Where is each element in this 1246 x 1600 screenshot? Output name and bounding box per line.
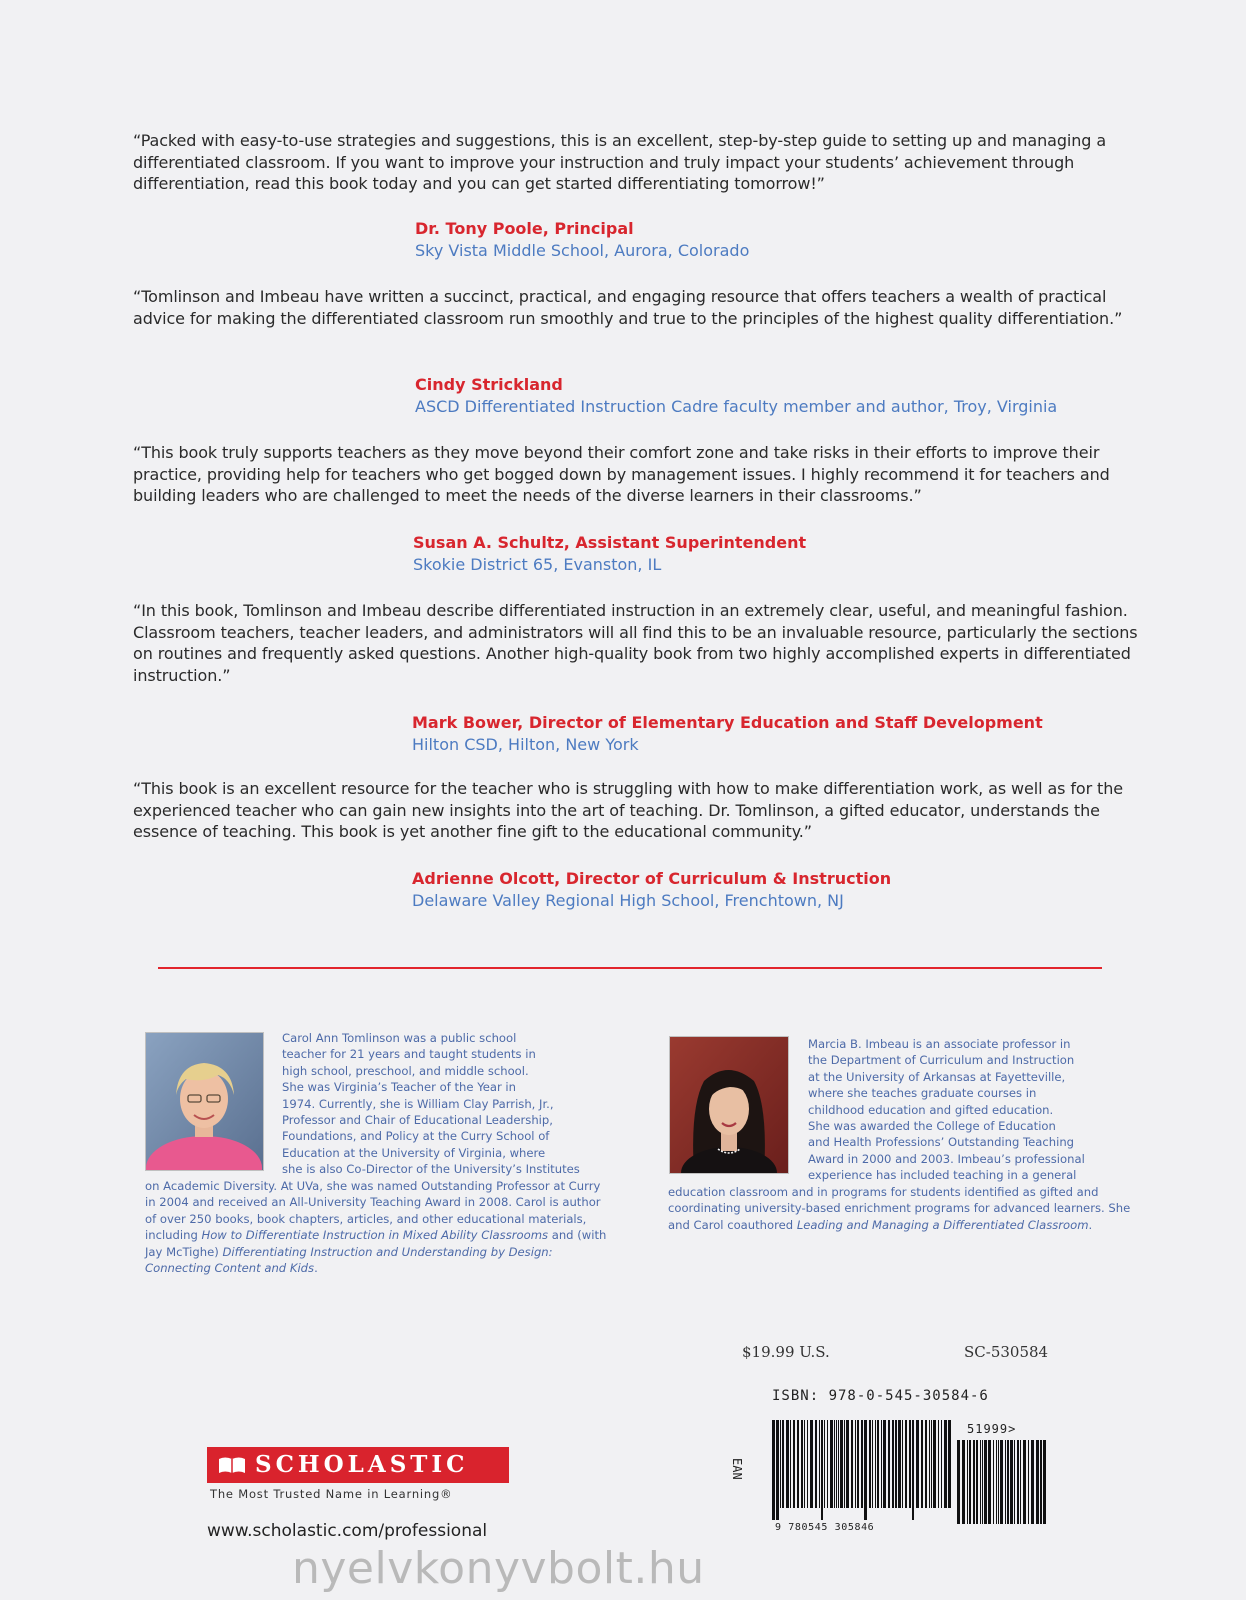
bio-text: . xyxy=(1088,1217,1093,1232)
bio-line: teacher for 21 years and taught students in xyxy=(282,1047,536,1062)
barcode-bar xyxy=(864,1420,867,1520)
barcode-bar xyxy=(944,1420,947,1508)
barcode-bar xyxy=(973,1440,975,1524)
barcode-bar xyxy=(797,1420,799,1508)
publisher-url[interactable]: www.scholastic.com/professional xyxy=(207,1521,488,1541)
barcode-bar xyxy=(881,1420,882,1508)
barcode-bar xyxy=(875,1420,876,1508)
bio-text: education classroom and in programs for students identified as gifted and coordinating university-based enrichment programs for advanced learners. She and Carol coauthored xyxy=(668,1185,1131,1232)
author-photo-imbeau xyxy=(669,1036,789,1174)
quote-text: “This book is an excellent resource for the teacher who is struggling with how to make differentiation work, as well as for the experienced teacher who can gain new insights into the art of teaching. Dr. Tomlinson, a gifted educator, understands the essence of teaching. This book is yet another fine gift to the educational community.” xyxy=(133,779,1124,841)
barcode-bar xyxy=(772,1420,775,1520)
barcode-bar xyxy=(909,1420,911,1508)
barcode-bar xyxy=(948,1420,951,1508)
author-photo-tomlinson xyxy=(145,1032,264,1171)
barcode-bar xyxy=(998,1440,999,1524)
barcode-bar xyxy=(1010,1440,1013,1524)
barcode-bar xyxy=(938,1420,939,1508)
barcode-bar xyxy=(807,1420,808,1508)
bio-line: she is also Co-Director of the University’s Institutes xyxy=(282,1162,580,1177)
book-title: How to Differentiate Instruction in Mixed Ability Classrooms xyxy=(201,1228,549,1243)
barcode-bar xyxy=(925,1420,927,1508)
quote-4 xyxy=(133,600,1143,686)
barcode-bar xyxy=(821,1420,823,1520)
barcode-bar xyxy=(929,1420,930,1508)
barcode-bar xyxy=(776,1420,779,1520)
barcode-bar xyxy=(933,1420,936,1508)
open-book-icon xyxy=(217,1455,247,1475)
barcode-bar xyxy=(834,1420,835,1508)
barcode-bar xyxy=(916,1420,919,1508)
barcode-bar xyxy=(898,1420,901,1508)
bio-line: childhood education and gifted education. xyxy=(808,1102,1054,1117)
barcode-bar xyxy=(851,1420,853,1508)
barcode-bar xyxy=(941,1420,942,1508)
quote-text: “Packed with easy-to-use strategies and suggestions, this is an excellent, step-by-step guide to setting up and managing a differentiated classroom. If you want to improve your instruction and truly impact your students’ achievement through differentiation, read this book today and you can get started differentiating tomorrow!” xyxy=(133,131,1107,193)
barcode-bar xyxy=(793,1420,795,1508)
barcode-bar xyxy=(1023,1440,1026,1524)
barcode-bar xyxy=(830,1420,833,1508)
barcode-bar xyxy=(980,1440,981,1524)
barcode-bar xyxy=(846,1420,849,1508)
attribution-affiliation: Delaware Valley Regional High School, Frenchtown, NJ xyxy=(412,891,844,910)
book-title: Differentiating Instruction and Understanding by Design: Connecting Content and Kids xyxy=(145,1244,553,1276)
bio-tomlinson-bottom xyxy=(145,1178,610,1276)
barcode-bar xyxy=(824,1420,825,1508)
barcode-bar xyxy=(888,1420,890,1508)
barcode-bar xyxy=(962,1440,965,1524)
bio-line: the Department of Curriculum and Instruction xyxy=(808,1053,1075,1068)
barcode-bar xyxy=(1000,1440,1003,1524)
bio-text: on Academic Diversity. At UVa, she was named Outstanding Professor at Curry in 2004 and received an All-University Teaching Award in 2008. Carol is author of over 250 books, book chapters, articles, and other educational materials, including xyxy=(145,1179,601,1243)
ean-label: EAN xyxy=(730,1458,744,1480)
publisher-tagline: The Most Trusted Name in Learning® xyxy=(210,1487,453,1501)
barcode-bar xyxy=(912,1420,914,1520)
barcode-bar xyxy=(988,1440,991,1524)
book-title: Leading and Managing a Differentiated Classroom xyxy=(796,1217,1089,1232)
barcode-bar xyxy=(1040,1440,1042,1524)
attribution-4 xyxy=(412,712,1043,756)
bio-line: Carol Ann Tomlinson was a public school xyxy=(282,1031,517,1045)
bio-text: and (with Jay McTighe) xyxy=(145,1228,607,1259)
attribution-3 xyxy=(413,532,806,576)
barcode-bar xyxy=(790,1420,791,1508)
barcode-bar xyxy=(872,1420,873,1508)
bio-tomlinson-top xyxy=(282,1030,622,1178)
barcode-bar xyxy=(1043,1440,1046,1524)
quote-3 xyxy=(133,442,1143,507)
barcode-bar xyxy=(844,1420,845,1508)
quote-text: “Tomlinson and Imbeau have written a succinct, practical, and engaging resource that offers teachers a wealth of practical advice for making the differentiated classroom run smoothly and true to the principles of the highest quality differentiation.” xyxy=(133,287,1123,328)
barcode-bar xyxy=(921,1420,923,1508)
barcode-bar xyxy=(1028,1440,1029,1524)
barcode-bar xyxy=(819,1420,820,1508)
attribution-affiliation: Sky Vista Middle School, Aurora, Colorado xyxy=(415,241,750,260)
attribution-name: Adrienne Olcott, Director of Curriculum & Instruction xyxy=(412,869,892,888)
isbn: ISBN: 978-0-545-30584-6 xyxy=(772,1388,989,1404)
barcode-bar xyxy=(857,1420,859,1508)
attribution-name: Susan A. Schultz, Assistant Superintendent xyxy=(413,533,807,552)
attribution-1 xyxy=(415,218,749,262)
barcode-bar xyxy=(1017,1440,1019,1524)
barcode-bar xyxy=(902,1420,903,1508)
attribution-2 xyxy=(415,374,1057,418)
barcode-addon xyxy=(955,1440,1047,1536)
bio-line: Foundations, and Policy at the Curry School of xyxy=(282,1129,550,1144)
barcode-digits: 9 780545 305846 xyxy=(775,1522,875,1533)
barcode-bar xyxy=(855,1420,856,1508)
bio-line: high school, preschool, and middle school. xyxy=(282,1063,529,1078)
barcode-bar xyxy=(840,1420,843,1508)
bio-line: Professor and Chair of Educational Leadership, xyxy=(282,1113,553,1128)
barcode-bar xyxy=(967,1440,968,1524)
barcode-bar xyxy=(892,1420,894,1508)
attribution-name: Dr. Tony Poole, Principal xyxy=(415,219,634,238)
barcode-bar xyxy=(861,1420,863,1508)
barcode-bar xyxy=(883,1420,886,1508)
barcode-bar xyxy=(838,1420,839,1508)
barcode-bar xyxy=(801,1420,803,1508)
logo-wordmark: SCHOLASTIC xyxy=(255,1451,469,1478)
barcode-bar xyxy=(1020,1440,1021,1524)
bio-line: She was Virginia’s Teacher of the Year in xyxy=(282,1080,516,1095)
product-code: SC-530584 xyxy=(964,1343,1049,1361)
watermark: nyelvkonyvbolt.hu xyxy=(292,1543,705,1594)
bio-line: where she teaches graduate courses in xyxy=(808,1086,1037,1101)
barcode-bar xyxy=(836,1420,837,1508)
quote-text: “In this book, Tomlinson and Imbeau describe differentiated instruction in an extremely clear, useful, and meaningful fashion. Classroom teachers, teacher leaders, and administrators will all find this to be an invaluable resource, particularly the sections on routines and frequently asked questions. Another high-quality book from two highly accomplished experts in differentiated instruction.” xyxy=(133,601,1138,685)
quote-5 xyxy=(133,778,1143,843)
price: $19.99 U.S. xyxy=(742,1343,830,1361)
bio-line: Education at the University of Virginia, where xyxy=(282,1145,546,1160)
barcode-addon-digits: 51999> xyxy=(967,1422,1017,1436)
barcode-bar xyxy=(804,1420,805,1508)
attribution-affiliation: Hilton CSD, Hilton, New York xyxy=(412,735,639,754)
barcode-bar xyxy=(931,1420,932,1508)
bio-line: experience has included teaching in a general xyxy=(808,1168,1077,1183)
barcode-bar xyxy=(1014,1440,1015,1524)
barcode-bar xyxy=(1031,1440,1034,1524)
barcode-bar xyxy=(976,1440,978,1524)
quote-1 xyxy=(133,130,1143,195)
barcode-bar xyxy=(1005,1440,1006,1524)
attribution-affiliation: Skokie District 65, Evanston, IL xyxy=(413,555,662,574)
bio-imbeau-bottom xyxy=(668,1184,1140,1233)
attribution-name: Mark Bower, Director of Elementary Education and Staff Development xyxy=(412,713,1043,732)
bio-imbeau-top xyxy=(808,1036,1138,1184)
barcode-bar xyxy=(869,1420,871,1508)
bio-line: Marcia B. Imbeau is an associate professor in xyxy=(808,1037,1071,1051)
barcode-bar xyxy=(815,1420,817,1508)
barcode-bar xyxy=(895,1420,897,1508)
barcode-bar xyxy=(1007,1440,1009,1524)
attribution-name: Cindy Strickland xyxy=(415,375,563,394)
barcode-bar xyxy=(993,1440,994,1524)
barcode-bar xyxy=(982,1440,983,1524)
attribution-5 xyxy=(412,868,891,912)
bio-line: at the University of Arkansas at Fayetteville, xyxy=(808,1069,1066,1084)
barcode-bar xyxy=(786,1420,789,1508)
bio-line: She was awarded the College of Education xyxy=(808,1119,1056,1134)
attribution-affiliation: ASCD Differentiated Instruction Cadre faculty member and author, Troy, Virginia xyxy=(415,397,1058,416)
barcode-bar xyxy=(782,1420,784,1508)
bio-line: and Health Professions’ Outstanding Teaching xyxy=(808,1135,1075,1150)
barcode-bar xyxy=(1036,1440,1039,1524)
barcode-bar xyxy=(984,1440,987,1524)
bio-text: . xyxy=(314,1261,318,1276)
scholastic-logo xyxy=(207,1447,509,1483)
barcode-bar xyxy=(905,1420,907,1508)
quote-text: “This book truly supports teachers as they move beyond their comfort zone and take risks in their efforts to improve their practice, providing help for teachers who get bogged down by management issues. I highly recommend it for teachers and building leaders who are challenged to meet the needs of the diverse learners in their classrooms.” xyxy=(133,443,1110,505)
barcode-bar xyxy=(810,1420,813,1508)
barcode-bar xyxy=(827,1420,828,1508)
quote-2 xyxy=(133,286,1133,329)
barcode-bar xyxy=(969,1440,971,1524)
barcode-bar xyxy=(780,1420,781,1508)
red-divider xyxy=(158,967,1102,969)
barcode-bar xyxy=(957,1440,960,1524)
bio-line: 1974. Currently, she is William Clay Parrish, Jr., xyxy=(282,1096,554,1111)
barcode-bar xyxy=(996,1440,997,1524)
barcode-bar xyxy=(877,1420,879,1508)
bio-line: Award in 2000 and 2003. Imbeau’s professional xyxy=(808,1151,1085,1166)
